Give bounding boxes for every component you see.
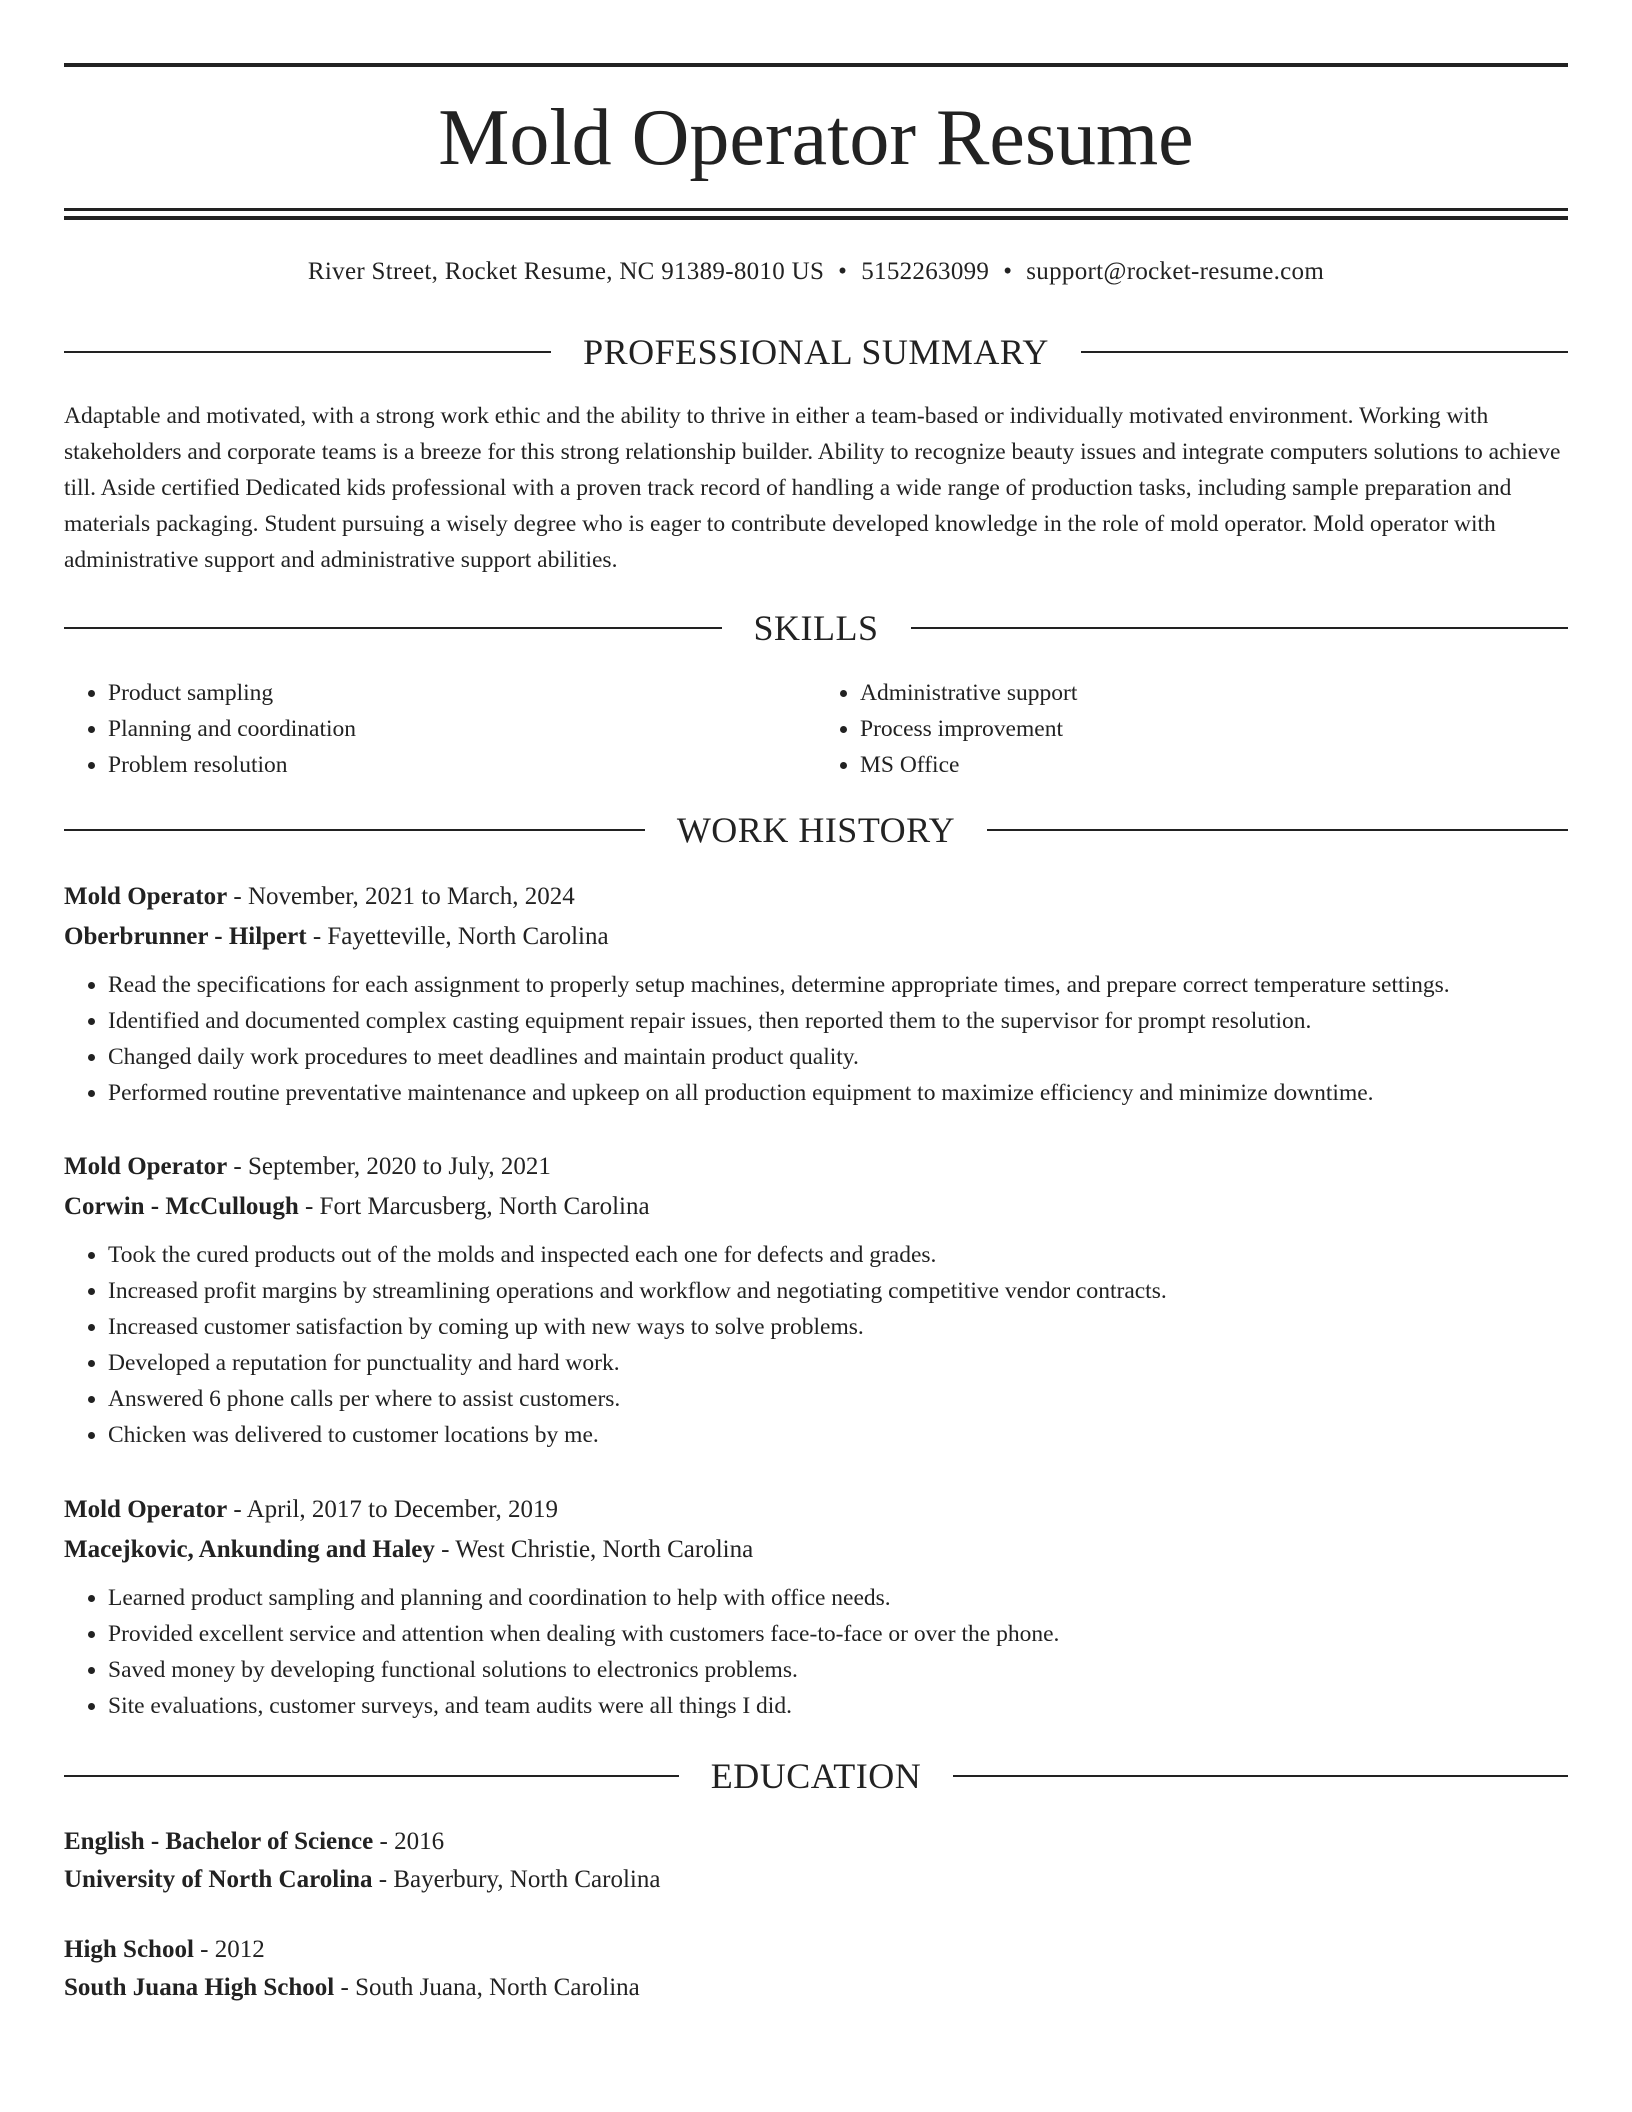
section-title: SKILLS bbox=[753, 608, 879, 648]
section-rule bbox=[911, 627, 1569, 629]
title-double-rule bbox=[64, 208, 1568, 220]
job-title: Mold Operator bbox=[64, 1153, 228, 1180]
job-title-line bbox=[64, 1147, 1568, 1187]
job-bullet: • Identified and documented complex casting equipment repair issues, then reported them to the supervisor for prompt resolution. bbox=[108, 1003, 1568, 1039]
contact-address: River Street, Rocket Resume, NC 91389-8010 US bbox=[307, 258, 825, 285]
job-bullet: • Chicken was delivered to customer locations by me. bbox=[108, 1417, 1568, 1453]
page-title: Mold Operator Resume bbox=[438, 94, 1194, 182]
job-company: Corwin - McCullough bbox=[64, 1193, 299, 1220]
job-company-line bbox=[64, 1530, 1568, 1570]
section-header-summary bbox=[64, 330, 1568, 374]
education-entry bbox=[64, 1823, 1568, 1899]
job-location: - Fort Marcusberg, North Carolina bbox=[298, 1193, 650, 1220]
job-entry bbox=[64, 1147, 1568, 1453]
contact-phone: 5152263099 bbox=[861, 258, 990, 285]
edu-year: - 2016 bbox=[373, 1828, 445, 1855]
skill-item: • MS Office bbox=[860, 747, 1568, 783]
job-bullets bbox=[64, 967, 1568, 1111]
job-bullet: • Provided excellent service and attention when dealing with customers face-to-face or over the phone. bbox=[108, 1616, 1568, 1652]
edu-year: - 2012 bbox=[193, 1936, 265, 1963]
job-bullet: • Saved money by developing functional solutions to electronics problems. bbox=[108, 1652, 1568, 1688]
edu-school-line bbox=[64, 1861, 1568, 1899]
job-title: Mold Operator bbox=[64, 883, 228, 910]
job-bullets bbox=[64, 1580, 1568, 1724]
section-header-work bbox=[64, 808, 1568, 852]
job-bullet: • Read the specifications for each assignment to properly setup machines, determine appropriate times, and prepare correct temperature settings. bbox=[108, 967, 1568, 1003]
edu-degree-line bbox=[64, 1931, 1568, 1969]
job-entry bbox=[64, 1490, 1568, 1724]
edu-location: - Bayerbury, North Carolina bbox=[372, 1866, 661, 1893]
edu-degree: High School bbox=[64, 1936, 194, 1963]
section-rule bbox=[953, 1775, 1568, 1777]
summary-paragraph: Adaptable and motivated, with a strong work ethic and the ability to thrive in either a team-based or individually motivated environment. Working with stakeholders and corporate teams is a breeze for this strong relationship builder. Ability to recognize beauty issues and integrate computers solutions to achieve till. Aside certified Dedicated kids professional with a proven track record of handling a wide range of production tasks, including sample preparation and materials packaging. Student pursuing a wisely degree who is eager to contribute developed knowledge in the role of mold operator. Mold operator with administrative support and administrative support abilities. bbox=[64, 403, 1561, 573]
education-entry bbox=[64, 1931, 1568, 2007]
skill-item: • Administrative support bbox=[860, 675, 1568, 711]
section-rule bbox=[1081, 351, 1568, 353]
contact-separator: • bbox=[838, 258, 848, 285]
contact-separator: • bbox=[1003, 258, 1013, 285]
top-rule bbox=[64, 63, 1568, 67]
section-header-education bbox=[64, 1754, 1568, 1798]
section-title: WORK HISTORY bbox=[676, 810, 956, 850]
edu-location: - South Juana, North Carolina bbox=[334, 1974, 640, 2001]
job-bullet: • Performed routine preventative maintenance and upkeep on all production equipment to maximize efficiency and minimize downtime. bbox=[108, 1075, 1568, 1111]
job-bullets bbox=[64, 1237, 1568, 1453]
job-location: - Fayetteville, North Carolina bbox=[306, 923, 609, 950]
section-rule bbox=[64, 627, 722, 629]
edu-degree: English - Bachelor of Science bbox=[64, 1828, 374, 1855]
job-dates: - September, 2020 to July, 2021 bbox=[227, 1153, 551, 1180]
skills-list bbox=[64, 675, 1568, 783]
section-rule bbox=[64, 829, 645, 831]
contact-line bbox=[64, 255, 1568, 289]
job-bullet: • Site evaluations, customer surveys, and team audits were all things I did. bbox=[108, 1688, 1568, 1724]
job-dates: - April, 2017 to December, 2019 bbox=[227, 1496, 559, 1523]
job-bullet: • Learned product sampling and planning and coordination to help with office needs. bbox=[108, 1580, 1568, 1616]
skill-item: • Product sampling bbox=[108, 675, 816, 711]
edu-school: University of North Carolina bbox=[64, 1866, 373, 1893]
job-bullet: • Took the cured products out of the molds and inspected each one for defects and grades. bbox=[108, 1237, 1568, 1273]
edu-school: South Juana High School bbox=[64, 1974, 335, 2001]
job-title-line bbox=[64, 1490, 1568, 1530]
section-rule bbox=[64, 1775, 679, 1777]
job-dates: - November, 2021 to March, 2024 bbox=[227, 883, 575, 910]
skill-item: • Problem resolution bbox=[108, 747, 816, 783]
job-bullet: • Changed daily work procedures to meet deadlines and maintain product quality. bbox=[108, 1039, 1568, 1075]
contact-email: support@rocket-resume.com bbox=[1026, 258, 1325, 285]
job-company-line bbox=[64, 1187, 1568, 1227]
section-title: PROFESSIONAL SUMMARY bbox=[583, 332, 1049, 372]
edu-school-line bbox=[64, 1969, 1568, 2007]
section-rule bbox=[987, 829, 1568, 831]
edu-degree-line bbox=[64, 1823, 1568, 1861]
job-bullet: • Increased customer satisfaction by coming up with new ways to solve problems. bbox=[108, 1309, 1568, 1345]
job-location: - West Christie, North Carolina bbox=[434, 1536, 754, 1563]
skills-column-right bbox=[816, 675, 1568, 783]
section-rule bbox=[64, 351, 551, 353]
skill-item: • Planning and coordination bbox=[108, 711, 816, 747]
job-title: Mold Operator bbox=[64, 1496, 228, 1523]
job-bullet: • Developed a reputation for punctuality and hard work. bbox=[108, 1345, 1568, 1381]
job-title-line bbox=[64, 877, 1568, 917]
skills-column-left bbox=[64, 675, 816, 783]
job-company: Oberbrunner - Hilpert bbox=[64, 923, 307, 950]
section-title: EDUCATION bbox=[710, 1756, 922, 1796]
job-bullet: • Answered 6 phone calls per where to assist customers. bbox=[108, 1381, 1568, 1417]
job-bullet: • Increased profit margins by streamlining operations and workflow and negotiating competitive vendor contracts. bbox=[108, 1273, 1568, 1309]
job-company: Macejkovic, Ankunding and Haley bbox=[64, 1536, 435, 1563]
section-header-skills bbox=[64, 606, 1568, 650]
skill-item: • Process improvement bbox=[860, 711, 1568, 747]
job-company-line bbox=[64, 917, 1568, 957]
job-entry bbox=[64, 877, 1568, 1111]
